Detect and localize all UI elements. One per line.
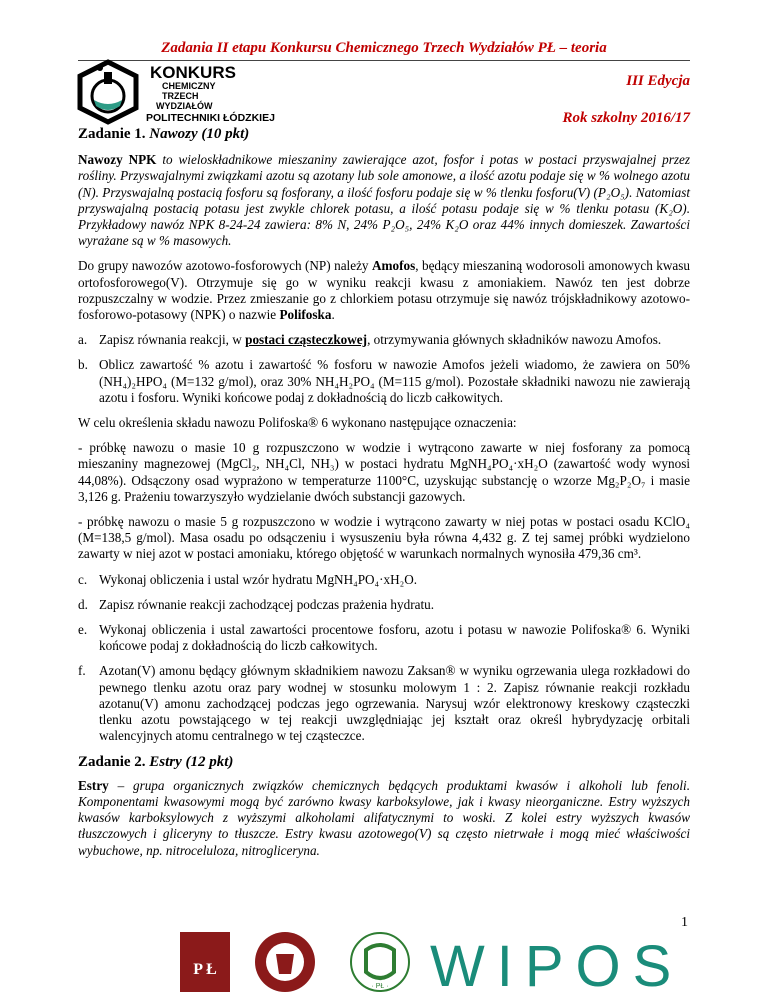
task1-number: Zadanie 1.: [78, 126, 146, 142]
task2-title: Estry (12 pkt): [149, 753, 234, 770]
question-d-marker: d.: [78, 596, 88, 612]
question-a: [78, 332, 690, 348]
question-c-marker: c.: [78, 571, 88, 587]
question-c-text: Wykonaj obliczenia i ustal wzór hydratu MgNH₄PO₄·xH₂O.: [99, 571, 418, 587]
task2-intro-term: Estry: [78, 777, 109, 793]
task2-number: Zadanie 2.: [78, 753, 146, 770]
para2-amofos: Amofos: [371, 258, 416, 274]
task1-intro: [78, 152, 690, 249]
task1-questions-ab: [78, 332, 690, 406]
question-a-marker: a.: [78, 332, 88, 348]
hexagon-flask-icon: [80, 62, 136, 122]
question-b-text: Oblicz zawartość % azotu i zawartość % fosforu w nawozie Amofos jeżeli wiadomo, że zawiera on 50% (NH₄)₂HPO₄ (M=132 g/mol), oraz 30% NH₄H₂PO₄ (M=115 g/mol). Pozostałe składniki nawozu nie zawierają azotu i fosforu. Wyniki końcowe podaj z dokładnością do liczb całkowitych.: [99, 357, 690, 405]
task1-paragraph-sample2: - próbkę nawozu o masie 5 g rozpuszczono w wodzie i wytrącono zawarty w niej potas w postaci osadu KClO₄ (M=138,5 g/mol). Masa osadu po odsączeniu i wysuszeniu była równa 4,432 g. Z tej samej próbki wydzielono zawarty w niej azot w postaci amoniaku, którego objętość w warunkach normalnych wynosiła 479,36 cm³.: [78, 514, 690, 562]
wydzial-chemiczny-seal-icon: [255, 932, 315, 992]
question-a-emphasis: postaci cząsteczkowej: [245, 332, 368, 348]
task1-heading: [78, 126, 690, 142]
task1-intro-text: to wieloskładnikowe mieszaniny zawierające azot, fosfor i potas w postaci przyswajalnej przez rośliny. Przyswajalnymi związkami azotu są azotany lub sole amonowe, a ilość azotu podaje się w % wolnego azotu (N). Przyswajalną postacią fosforu są fosforany, a ilość fosforu podaje się w % tlenku fosforu(V) (P₂O₅). Natomiast przyswajalną postacią potasu jest zwykle chlorek potasu, a ilość potasu podaje się w % tlenku potasu (K₂O). Przykładowy nawóz NPK 8-24-24 zawiera: 8% N, 24% P₂O₅, 24% K₂O oraz 44% innych domieszek. Zawartości wyrażane są w % masowych.: [78, 152, 690, 249]
task1-paragraph-amofos: [78, 258, 690, 323]
logo-line-politechniki: POLITECHNIKI ŁÓDZKIEJ: [146, 112, 275, 124]
logo-line-konkurs: KONKURS: [150, 63, 236, 82]
question-a-text-post: , otrzymywania głównych składników nawozu Amofos.: [367, 332, 662, 348]
pl-emblem-text: P Ł: [193, 961, 217, 978]
question-e-marker: e.: [78, 622, 88, 638]
header-title: Zadania II etapu Konkursu Chemicznego Trzech Wydziałów PŁ – teoria: [161, 40, 607, 56]
task2-intro-text: – grupa organicznych związków chemicznych będących produktami kwasów i alkoholi lub fenoli. Komponentami kwasowymi mogą być zarówno kwasy karboksylowe, jak i kwasy nieorganiczne. Estry wyższych kwasów karboksylowych z wyższymi alkoholami alifatycznymi to woski. Z kolei estry wyższych kwasów tłuszczowych i gliceryny to tłuszcze. Estry kwasu azotowego(V) są często nietrwałe i mogą mieć właściwości wybuchowe, np. nitroceluloza, nitrogliceryna.: [78, 777, 690, 858]
contest-logo: [70, 56, 370, 128]
logo-line-trzech: TRZECH: [162, 91, 199, 101]
question-b-marker: b.: [78, 357, 88, 373]
para2-text-c: , będący mieszaniną wodorosoli amonowych kwasu ortofosforowego(V). Otrzymuje się go w wyniku reakcji kwasu z amoniakiem. Nawóz ten jest dobrze rozpuszczalny w wodzie. Przez zmieszanie go z chlorkiem potasu otrzymuje się nawóz trójskładnikowy azotowo-fosforowo-potasowy (NPK) o nazwie: [78, 258, 690, 323]
task1-intro-term: Nawozy NPK: [78, 152, 157, 168]
task1-paragraph-polifoska: W celu określenia składu nawozu Polifoska® 6 wykonano następujące oznaczenia:: [78, 415, 517, 431]
question-e-text: Wykonaj obliczenia i ustal zawartości procentowe fosforu, azotu i potasu w nawozie Polifoska® 6. Wyniki końcowe podaj z dokładnością do liczb całkowitych.: [99, 622, 690, 654]
edition-label: III Edycja: [626, 73, 690, 89]
question-c: [78, 572, 690, 588]
para2-text-a: Do grupy nawozów azotowo-fosforowych (NP) należy: [78, 258, 372, 274]
bionika-seal-center: · PŁ ·: [371, 983, 389, 990]
question-e: [78, 622, 690, 654]
task2-intro: [78, 778, 690, 859]
main-content: [78, 124, 690, 868]
logo-line-wydzialow: WYDZIAŁÓW: [156, 101, 213, 111]
task1-paragraph-sample1: - próbkę nawozu o masie 10 g rozpuszczono w wodzie i wytrącono zawarte w niej fosforany za pomocą mieszaniny magnezowej (MgCl₂, NH₄Cl, NH₃) w postaci hydratu MgNH₄PO₄·xH₂O (zawartość wody wynosi 44,08%). Odsączony osad wyprażono w temperaturze 1100°C, uzyskując substancję o wzorze Mg₂P₂O₇ i masie 3,126 g. Prażeniu towarzyszyło wydzielanie dwóch substancji gazowych.: [78, 440, 690, 504]
question-f-marker: f.: [78, 663, 86, 679]
para2-polifoska: Polifoska: [279, 307, 332, 323]
bionika-seal-icon: [351, 933, 409, 991]
question-f-text: Azotan(V) amonu będący głównym składnikiem nawozu Zaksan® w wyniku ogrzewania ulega rozkładowi do pewnego tlenku azotu oraz pary wodnej w stosunku molowym 1 : 2. Zapisz równanie reakcji rozkładu azotanu(V) amonu zachodzącej podczas jego ogrzewania. Narysuj wzór elektronowy kreskowy cząsteczki tlenku azotu powstającego w tej reakcji uwzględniając jej kształt oraz określ hybrydyzację orbitali walencyjnych atomu centralnego w tej cząsteczce.: [99, 663, 690, 744]
question-d-text: Zapisz równanie reakcji zachodzącej podczas prażenia hydratu.: [99, 596, 434, 612]
question-f: [78, 663, 690, 744]
pl-emblem-icon: [180, 932, 230, 992]
task1-questions-cf: [78, 572, 690, 745]
task2-heading: [78, 754, 690, 770]
school-year-label: Rok szkolny 2016/17: [562, 110, 690, 126]
para2-text-e: .: [331, 307, 335, 323]
wipos-logo: WIPOS: [430, 934, 684, 994]
question-a-text-pre: Zapisz równania reakcji, w: [99, 332, 246, 348]
task1-title: Nawozy (10 pkt): [149, 126, 250, 142]
page-number: 1: [681, 915, 688, 930]
footer-logos: [140, 930, 740, 994]
question-b: [78, 357, 690, 406]
logo-line-chemiczny: CHEMICZNY: [162, 81, 216, 91]
question-d: [78, 597, 690, 613]
